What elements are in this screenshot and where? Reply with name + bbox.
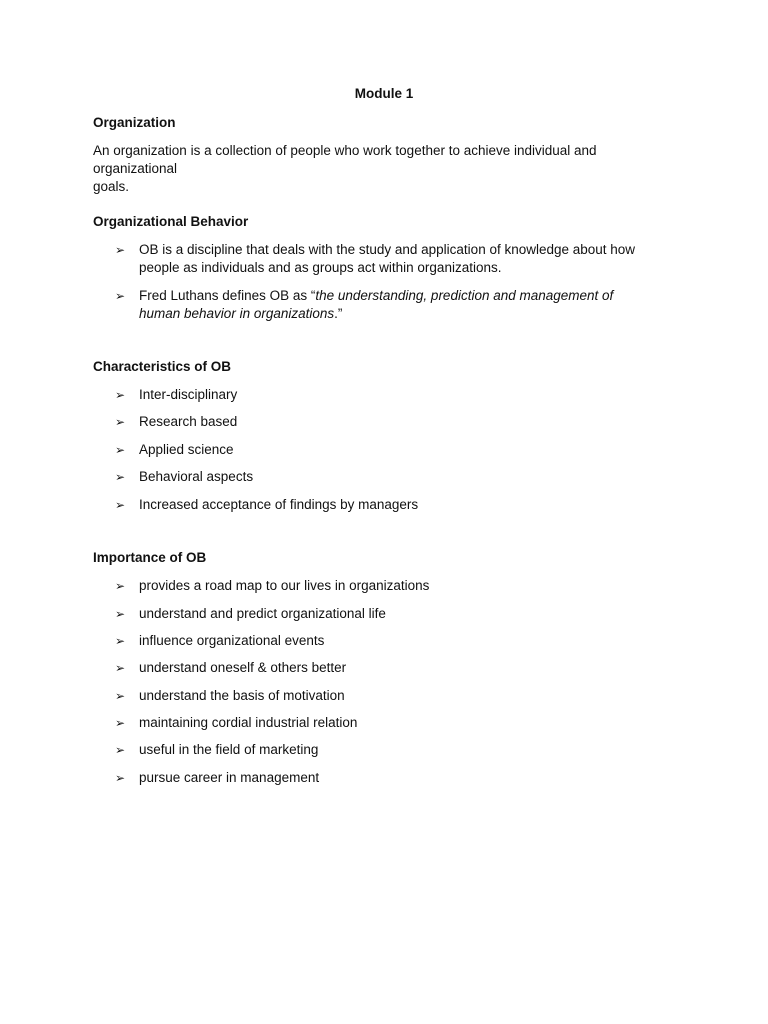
list-item bbox=[115, 714, 675, 732]
arrow-bullet-icon: ➢ bbox=[115, 579, 126, 593]
luthans-definition-text bbox=[139, 287, 655, 323]
ob-definition-text: OB is a discipline that deals with the study and application of knowledge about how people as individuals and as groups act within organizations. bbox=[139, 242, 636, 275]
organization-paragraph bbox=[93, 142, 678, 196]
importance-item: understand and predict organizational life bbox=[139, 606, 386, 621]
document-title: Module 1 bbox=[354, 86, 414, 101]
organization-paragraph-line2: goals. bbox=[93, 179, 130, 194]
list-item bbox=[115, 413, 675, 431]
list-item bbox=[115, 687, 675, 705]
arrow-bullet-icon: ➢ bbox=[115, 716, 126, 730]
arrow-bullet-icon: ➢ bbox=[115, 634, 126, 648]
characteristic-item: Research based bbox=[139, 414, 238, 429]
luthans-suffix: .” bbox=[334, 306, 343, 321]
arrow-bullet-icon: ➢ bbox=[115, 661, 126, 675]
arrow-bullet-icon: ➢ bbox=[115, 443, 126, 457]
characteristic-item: Applied science bbox=[139, 442, 234, 457]
list-item bbox=[115, 241, 675, 277]
list-item bbox=[115, 769, 675, 787]
list-item bbox=[115, 632, 675, 650]
arrow-bullet-icon: ➢ bbox=[115, 289, 126, 303]
importance-item: provides a road map to our lives in organizations bbox=[139, 578, 430, 593]
importance-item: understand the basis of motivation bbox=[139, 688, 345, 703]
arrow-bullet-icon: ➢ bbox=[115, 470, 126, 484]
characteristic-item: Behavioral aspects bbox=[139, 469, 254, 484]
list-item bbox=[115, 287, 655, 323]
arrow-bullet-icon: ➢ bbox=[115, 743, 126, 757]
heading-organizational-behavior: Organizational Behavior bbox=[93, 214, 249, 229]
arrow-bullet-icon: ➢ bbox=[115, 607, 126, 621]
arrow-bullet-icon: ➢ bbox=[115, 243, 126, 257]
arrow-bullet-icon: ➢ bbox=[115, 689, 126, 703]
heading-importance: Importance of OB bbox=[93, 550, 207, 565]
luthans-prefix: Fred Luthans defines OB as “ bbox=[139, 288, 316, 303]
importance-item: understand oneself & others better bbox=[139, 660, 347, 675]
importance-item: influence organizational events bbox=[139, 633, 325, 648]
list-item bbox=[115, 741, 675, 759]
list-item bbox=[115, 605, 675, 623]
arrow-bullet-icon: ➢ bbox=[115, 498, 126, 512]
arrow-bullet-icon: ➢ bbox=[115, 771, 126, 785]
heading-characteristics: Characteristics of OB bbox=[93, 359, 232, 374]
list-item bbox=[115, 659, 675, 677]
list-item bbox=[115, 441, 675, 459]
list-item bbox=[115, 577, 675, 595]
importance-item: pursue career in management bbox=[139, 770, 320, 785]
heading-organization: Organization bbox=[93, 115, 176, 130]
luthans-quote: the understanding, prediction and management of human behavior in organizations bbox=[139, 288, 614, 321]
organization-paragraph-line1: An organization is a collection of people who work together to achieve individual and organizational bbox=[93, 143, 597, 176]
importance-item: maintaining cordial industrial relation bbox=[139, 715, 358, 730]
arrow-bullet-icon: ➢ bbox=[115, 388, 126, 402]
list-item bbox=[115, 496, 675, 514]
characteristic-item: Inter-disciplinary bbox=[139, 387, 238, 402]
importance-item: useful in the field of marketing bbox=[139, 742, 319, 757]
list-item bbox=[115, 386, 675, 404]
list-item bbox=[115, 468, 675, 486]
characteristic-item: Increased acceptance of findings by managers bbox=[139, 497, 419, 512]
arrow-bullet-icon: ➢ bbox=[115, 415, 126, 429]
